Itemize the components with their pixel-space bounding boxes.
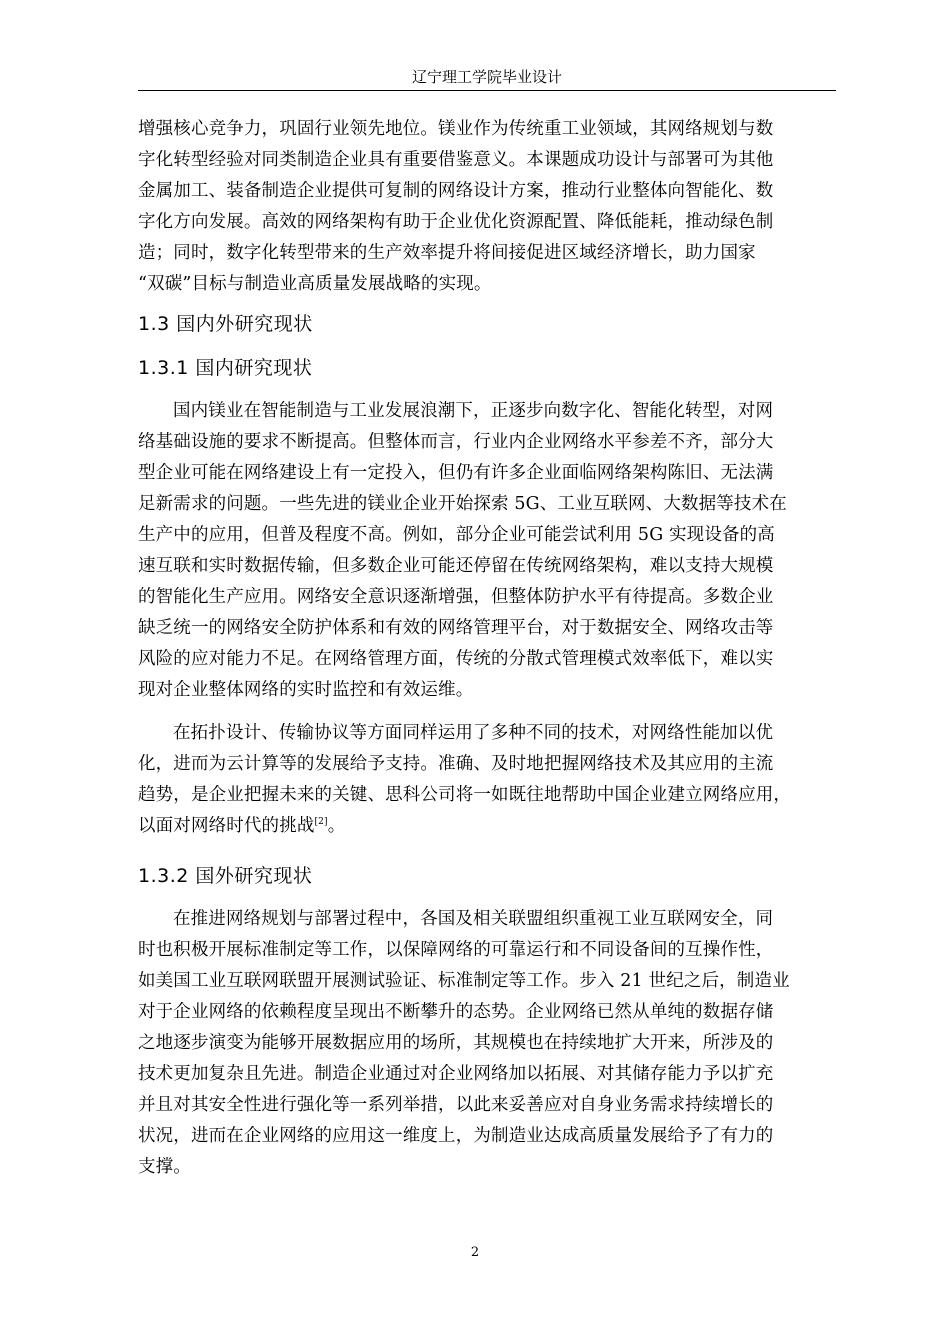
text-line: 生产中的应用，但普及程度不高。例如，部分企业可能尝试利用 5G 实现设备的高 (138, 525, 775, 545)
text-line-with-citation (138, 811, 836, 842)
text-line: 支撑。 (138, 1157, 191, 1177)
domestic-paragraph-2 (138, 718, 836, 842)
text-line: “双碳”目标与制造业高质量发展战略的实现。 (138, 274, 492, 294)
header-rule (138, 90, 836, 91)
text-line: 增强核心竞争力，巩固行业领先地位。镁业作为传统重工业领域，其网络规划与数 (138, 119, 774, 139)
domestic-paragraph-1 (138, 396, 836, 706)
text-line: 的智能化生产应用。网络安全意识逐渐增强，但整体防护水平有待提高。多数企业 (138, 587, 774, 607)
foreign-paragraph-1 (138, 904, 836, 1183)
text-line: 络基础设施的要求不断提高。但整体而言，行业内企业网络水平参差不齐，部分大 (138, 432, 774, 452)
text-line: 在拓扑设计、传输协议等方面同样运用了多种不同的技术，对网络性能加以优 (173, 723, 774, 743)
text-line: 国内镁业在智能制造与工业发展浪潮下，正逐步向数字化、智能化转型，对网 (173, 401, 774, 421)
text-line: 风险的应对能力不足。在网络管理方面，传统的分散式管理模式效率低下，难以实 (138, 649, 774, 669)
section-heading-1-3-2: 1.3.2 国外研究现状 (138, 865, 313, 887)
section-heading-1-3-1: 1.3.1 国内研究现状 (138, 357, 313, 379)
text-line: 化，进而为云计算等的发展给予支持。准确、及时地把握网络技术及其应用的主流 (138, 754, 774, 774)
text-line: 技术更加复杂且先进。制造企业通过对企业网络加以拓展、对其储存能力予以扩充 (138, 1064, 774, 1084)
text-line: 字化方向发展。高效的网络架构有助于企业优化资源配置、降低能耗，推动绿色制 (138, 212, 774, 232)
text-line: 速互联和实时数据传输，但多数企业可能还停留在传统网络架构，难以支持大规模 (138, 556, 774, 576)
text-fragment: 以面对网络时代的挑战 (138, 816, 315, 836)
text-line: 时也积极开展标准制定等工作，以保障网络的可靠运行和不同设备间的互操作性， (138, 940, 774, 960)
text-line: 在推进网络规划与部署过程中，各国及相关联盟组织重视工业互联网安全，同 (173, 909, 774, 929)
text-line: 状况，进而在企业网络的应用这一维度上，为制造业达成高质量发展给予了有力的 (138, 1126, 774, 1146)
page-header: 辽宁理工学院毕业设计 (411, 68, 562, 86)
intro-paragraph (138, 114, 836, 300)
text-line: 之地逐步演变为能够开展数据应用的场所，其规模也在持续地扩大开来，所涉及的 (138, 1033, 774, 1053)
text-fragment: 。 (327, 816, 346, 836)
text-line: 字化转型经验对同类制造企业具有重要借鉴意义。本课题成功设计与部署可为其他 (138, 150, 774, 170)
section-heading-1-3: 1.3 国内外研究现状 (138, 313, 313, 335)
text-line: 金属加工、装备制造企业提供可复制的网络设计方案，推动行业整体向智能化、数 (138, 181, 774, 201)
text-line: 造；同时，数字化转型带来的生产效率提升将间接促进区域经济增长，助力国家 (138, 243, 756, 263)
citation-reference[interactable]: [2] (314, 817, 328, 827)
page-number: 2 (470, 1245, 480, 1260)
text-line: 趋势，是企业把握未来的关键、思科公司将一如既往地帮助中国企业建立网络应用， (138, 785, 792, 805)
text-line: 如美国工业互联网联盟开展测试验证、标准制定等工作。步入 21 世纪之后，制造业 (138, 971, 790, 991)
text-line: 缺乏统一的网络安全防护体系和有效的网络管理平台，对于数据安全、网络攻击等 (138, 618, 774, 638)
text-line: 对于企业网络的依赖程度呈现出不断攀升的态势。企业网络已然从单纯的数据存储 (138, 1002, 774, 1022)
text-line: 足新需求的问题。一些先进的镁业企业开始探索 5G、工业互联网、大数据等技术在 (138, 494, 787, 514)
text-line: 现对企业整体网络的实时监控和有效运维。 (138, 680, 474, 700)
text-line: 型企业可能在网络建设上有一定投入，但仍有许多企业面临网络架构陈旧、无法满 (138, 463, 774, 483)
text-line: 并且对其安全性进行强化等一系列举措，以此来妥善应对自身业务需求持续增长的 (138, 1095, 774, 1115)
